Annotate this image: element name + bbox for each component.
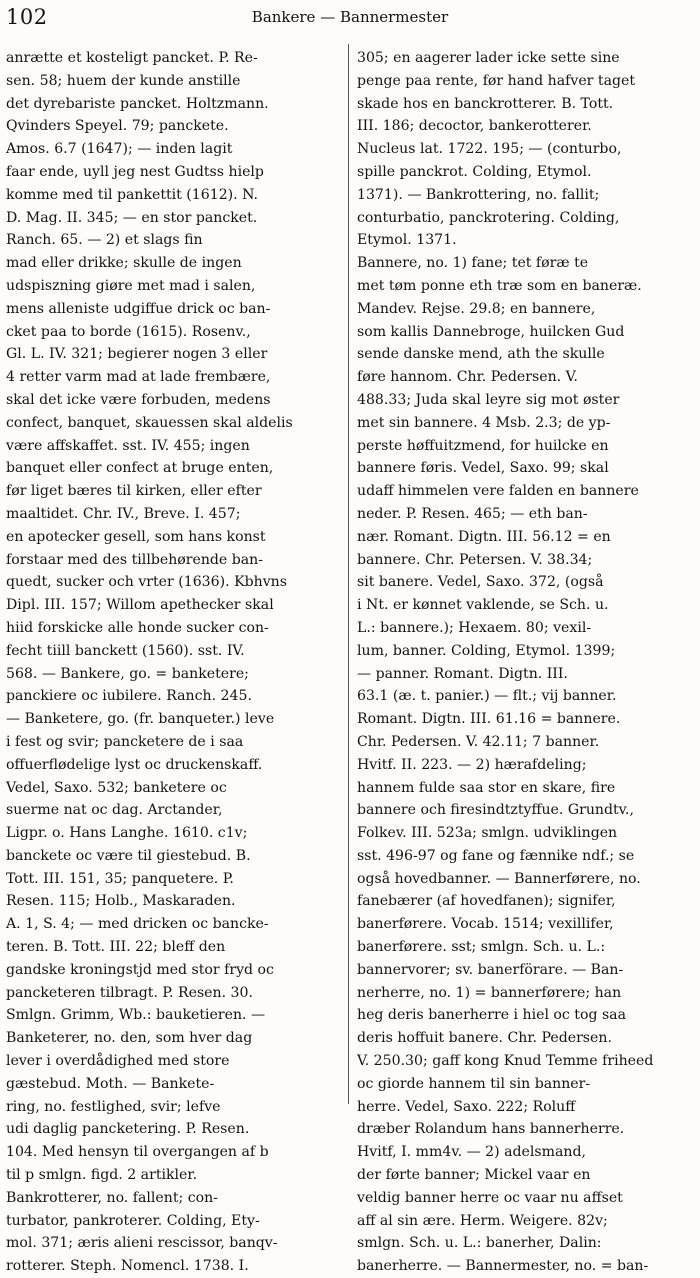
text-line: 63.1 (æ. t. panier.) — flt.; vij banner. bbox=[357, 688, 617, 705]
text-line: L.: bannere.); Hexaem. 80; vexil- bbox=[357, 619, 592, 636]
text-line: føre hannom. Chr. Pedersen. V. bbox=[357, 369, 578, 386]
text-line: herre. Vedel, Saxo. 222; Roluff bbox=[357, 1098, 576, 1115]
text-line: mens alleniste udgiffue drick oc ban- bbox=[6, 300, 271, 317]
text-line: maaltidet. Chr. IV., Breve. I. 457; bbox=[6, 505, 241, 522]
text-line: Banketerer, no. den, som hver dag bbox=[6, 1030, 253, 1047]
text-line: sst. 496-97 og fane og fænnike ndf.; se bbox=[357, 847, 635, 864]
text-line: bannere føris. Vedel, Saxo. 99; skal bbox=[357, 460, 609, 477]
text-line: panckiere oc iubilere. Ranch. 245. bbox=[6, 688, 252, 705]
text-line: sit banere. Vedel, Saxo. 372, (også bbox=[357, 574, 604, 591]
text-line: udaff himmelen vere falden en bannere bbox=[357, 483, 639, 500]
text-line: conturbatio, panckrotering. Colding, bbox=[357, 209, 620, 226]
text-line: Vedel, Saxo. 532; banketere oc bbox=[6, 779, 227, 796]
running-title: Bankere — Bannermester bbox=[251, 8, 449, 26]
text-line: udspiszning giøre met mad i salen, bbox=[6, 277, 256, 294]
text-line: Tott. III. 151, 35; panquetere. P. bbox=[6, 870, 234, 887]
text-line: Resen. 115; Holb., Maskaraden. bbox=[6, 893, 236, 910]
text-line: Hvitf, I. mm4v. — 2) adelsmand, bbox=[357, 1144, 586, 1161]
left-column bbox=[6, 47, 342, 1275]
text-line: banerførere. sst; smlgn. Sch. u. L.: bbox=[357, 939, 606, 956]
text-line: — panner. Romant. Digtn. III. bbox=[357, 665, 568, 682]
text-line: veldig banner herre oc vaar nu affset bbox=[357, 1189, 623, 1206]
text-line: Etymol. 1371. bbox=[357, 232, 457, 249]
text-line: skade hos en banckrotterer. B. Tott. bbox=[357, 95, 614, 112]
text-line: fecht tiill banckett (1560). sst. IV. bbox=[6, 642, 245, 659]
text-line: en apotecker gesell, som hans konst bbox=[6, 528, 266, 545]
text-line: Mandev. Rejse. 29.8; en bannere, bbox=[357, 300, 596, 317]
text-line: V. 250.30; gaff kong Knud Temme friheed bbox=[357, 1053, 654, 1070]
text-line: Ligpr. o. Hans Langhe. 1610. c1v; bbox=[6, 825, 248, 842]
text-line: D. Mag. II. 345; — en stor pancket. bbox=[6, 209, 258, 226]
text-line: der førte banner; Mickel vaar en bbox=[357, 1167, 591, 1184]
text-line: mol. 371; æris alieni rescissor, banqv- bbox=[6, 1235, 278, 1252]
column-divider bbox=[348, 44, 349, 1104]
text-line: Ranch. 65. — 2) et slags fin bbox=[6, 232, 203, 249]
text-line: 4 retter varm mad at lade frembære, bbox=[6, 369, 271, 386]
text-line: 1371). — Bankrottering, no. fallit; bbox=[357, 186, 600, 203]
text-line: 104. Med hensyn til overgangen af b bbox=[6, 1144, 269, 1161]
text-line: teren. B. Tott. III. 22; bleff den bbox=[6, 939, 226, 956]
text-line: fanebærer (af hovedfanen); signifer, bbox=[357, 893, 616, 910]
text-line: 488.33; Juda skal leyre sig mot øster bbox=[357, 391, 620, 408]
text-line: gæstebud. Moth. — Bankete- bbox=[6, 1075, 215, 1092]
text-line: nerherre, no. 1) = bannerførere; han bbox=[357, 984, 622, 1001]
page-number: 102 bbox=[6, 5, 48, 29]
text-line: faar ende, uyll jeg nest Gudtss hielp bbox=[6, 163, 264, 180]
text-line: Chr. Pedersen. V. 42.11; 7 banner. bbox=[357, 733, 600, 750]
text-line: som kallis Dannebroge, huilcken Gud bbox=[357, 323, 625, 340]
text-line: hannem fulde saa stor en skare, fire bbox=[357, 779, 616, 796]
text-line: udi daglig pancketering. P. Resen. bbox=[6, 1121, 250, 1138]
text-line: anrætte et kosteligt pancket. P. Re- bbox=[6, 50, 258, 66]
text-line: aff al sin ære. Herm. Weigere. 82v; bbox=[357, 1212, 608, 1229]
text-line: heg deris banerherre i hiel oc tog saa bbox=[357, 1007, 626, 1024]
text-line: 568. — Bankere, go. = banketere; bbox=[6, 665, 249, 682]
text-line: det dyrebariste pancket. Holtzmann. bbox=[6, 95, 269, 112]
text-line: Nucleus lat. 1722. 195; — (conturbo, bbox=[357, 141, 622, 158]
text-line: lever i overdådighed med store bbox=[6, 1053, 230, 1070]
text-line: i Nt. er kønnet vaklende, se Sch. u. bbox=[357, 597, 609, 614]
text-line: sende danske mend, ath the skulle bbox=[357, 346, 605, 363]
text-line: Folkev. III. 523a; smlgn. udviklingen bbox=[357, 825, 618, 842]
text-line: Romant. Digtn. III. 61.16 = bannere. bbox=[357, 711, 621, 728]
text-line: Dipl. III. 157; Willom apethecker skal bbox=[6, 597, 274, 614]
text-line: skal det icke være forbuden, medens bbox=[6, 391, 271, 408]
text-line: banerførere. Vocab. 1514; vexillifer, bbox=[357, 916, 614, 933]
text-line: smlgn. Sch. u. L.: banerher, Dalin: bbox=[357, 1235, 602, 1252]
text-line: Bannere, no. 1) fane; tet føræ te bbox=[357, 255, 589, 272]
text-line: met sin bannere. 4 Msb. 2.3; de yp- bbox=[357, 414, 611, 431]
text-line: lum, banner. Colding, Etymol. 1399; bbox=[357, 642, 616, 659]
text-line: komme med til pankettit (1612). N. bbox=[6, 186, 259, 203]
text-line: bannere. Chr. Petersen. V. 38.34; bbox=[357, 551, 593, 568]
text-line: bannervorer; sv. banerförare. — Ban- bbox=[357, 961, 624, 978]
text-line: perste høffuitzmend, for huilcke en bbox=[357, 437, 609, 454]
text-line: dræber Rolandum hans bannerherre. bbox=[357, 1121, 625, 1138]
text-line: rotterer. Steph. Nomencl. 1738. I. bbox=[6, 1258, 249, 1275]
text-line: hiid forskicke alle honde sucker con- bbox=[6, 619, 269, 636]
text-line: penge paa rente, før hand hafver taget bbox=[357, 72, 635, 89]
text-line: A. 1, S. 4; — med dricken oc bancke- bbox=[6, 916, 269, 933]
text-line: til p smlgn. figd. 2 artikler. bbox=[6, 1167, 198, 1184]
text-line: Bankrotterer, no. fallent; con- bbox=[6, 1189, 218, 1206]
text-line: være affskaffet. sst. IV. 455; ingen bbox=[6, 437, 250, 454]
text-line: før liget bæres til kirken, eller efter bbox=[6, 483, 262, 500]
text-line: confect, banquet, skauessen skal aldelis bbox=[6, 414, 293, 431]
text-line: deris hoffuit banere. Chr. Pedersen. bbox=[357, 1030, 612, 1047]
text-line: neder. P. Resen. 465; — eth ban- bbox=[357, 505, 588, 522]
text-line: 305; en aagerer lader icke sette sine bbox=[357, 50, 620, 66]
text-line: banckete oc være til giestebud. B. bbox=[6, 847, 251, 864]
text-line: turbator, pankroterer. Colding, Ety- bbox=[6, 1212, 260, 1229]
text-line: banerherre. — Bannermester, no. = ban- bbox=[357, 1258, 649, 1275]
text-line: nær. Romant. Digtn. III. 56.12 = en bbox=[357, 528, 611, 545]
text-line: quedt, sucker och vrter (1636). Kbhvns bbox=[6, 574, 287, 591]
text-line: sen. 58; huem der kunde anstille bbox=[6, 72, 241, 89]
text-line: Amos. 6.7 (1647); — inden lagit bbox=[6, 141, 233, 158]
text-line: pancketeren tilbragt. P. Resen. 30. bbox=[6, 984, 253, 1001]
text-line: banquet eller confect at bruge enten, bbox=[6, 460, 274, 477]
right-column bbox=[357, 47, 695, 1275]
text-line: offuerflødelige lyst oc druckenskaff. bbox=[6, 756, 263, 773]
text-line: III. 186; decoctor, bankerotterer. bbox=[357, 118, 592, 135]
text-line: Smlgn. Grimm, Wb.: bauketieren. — bbox=[6, 1007, 266, 1024]
text-line: suerme nat oc dag. Arctander, bbox=[6, 802, 223, 819]
text-line: gandske kroningstjd med stor fryd oc bbox=[6, 961, 274, 978]
text-line: også hovedbanner. — Bannerførere, no. bbox=[357, 870, 641, 887]
text-line: mad eller drikke; skulle de ingen bbox=[6, 255, 242, 272]
text-line: i fest og svir; pancketere de i saa bbox=[6, 733, 244, 750]
text-line: bannere och firesindtztyffue. Grundtv., bbox=[357, 802, 634, 819]
text-line: spille panckrot. Colding, Etymol. bbox=[357, 163, 592, 180]
text-line: cket paa to borde (1615). Rosenv., bbox=[6, 323, 251, 340]
text-line: met tøm ponne eth træ som en baneræ. bbox=[357, 277, 642, 294]
text-line: — Banketere, go. (fr. banqueter.) leve bbox=[6, 711, 275, 728]
text-line: Qvinders Speyel. 79; panckete. bbox=[6, 118, 229, 135]
text-line: ring, no. festlighed, svir; lefve bbox=[6, 1098, 221, 1115]
text-line: Hvitf. II. 223. — 2) hærafdeling; bbox=[357, 756, 587, 773]
text-line: forstaar med des tillbehørende ban- bbox=[6, 551, 264, 568]
text-line: Gl. L. IV. 321; begierer nogen 3 eller bbox=[6, 346, 268, 363]
text-line: oc giorde hannem til sin banner- bbox=[357, 1075, 591, 1092]
